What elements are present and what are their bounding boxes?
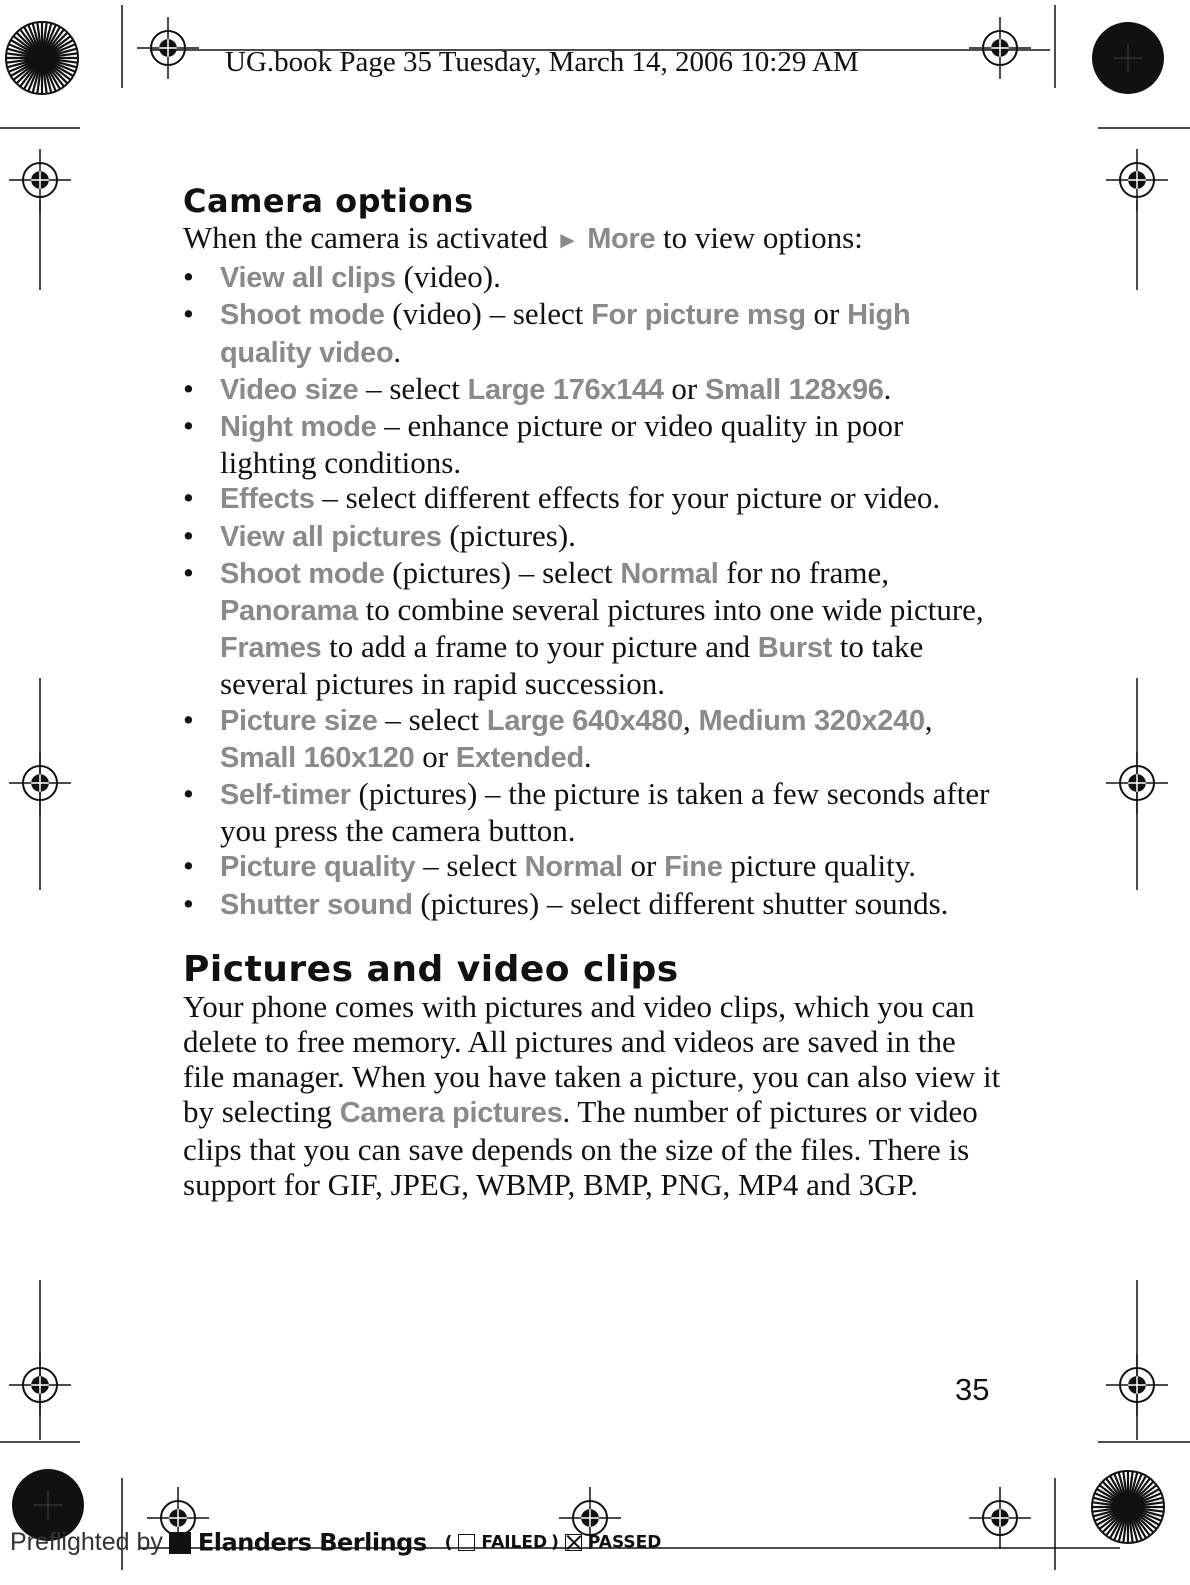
registration-mark-icon bbox=[9, 149, 71, 211]
menu-option-label: Normal bbox=[620, 557, 719, 590]
option-description: – enhance picture or video quality in poor lighting conditions. bbox=[220, 408, 904, 481]
menu-option-label: Extended bbox=[455, 741, 584, 774]
option-description: . bbox=[883, 370, 892, 406]
option-description: (pictures) – select bbox=[384, 554, 621, 590]
menu-option-label: High quality video bbox=[220, 299, 911, 369]
option-description: to take several pictures in rapid succession. bbox=[220, 629, 924, 702]
option-description: to add a frame to your picture and bbox=[321, 629, 758, 665]
registration-mark-icon bbox=[1106, 752, 1168, 814]
pictures-video-clips-body bbox=[183, 989, 1003, 1202]
menu-option-label: Small 128x96 bbox=[705, 373, 884, 406]
body-text-before: Your phone comes with pictures and video clips, which you can delete to free memory. All pictures and videos are saved in the file manager. When you have taken a picture, you can also view it by selecting bbox=[183, 988, 1001, 1130]
menu-option-label: Night mode bbox=[220, 411, 377, 444]
preflighted-by-label: Preflighted by bbox=[10, 1528, 163, 1556]
menu-option-label: Picture quality bbox=[220, 851, 416, 884]
color-starburst-icon bbox=[6, 22, 78, 94]
option-description: (pictures). bbox=[441, 517, 576, 553]
option-description: (pictures) – the picture is taken a few seconds after you press the camera button. bbox=[220, 776, 990, 849]
option-description: – select different effects for your picture or video. bbox=[314, 480, 941, 516]
failed-checkbox-icon bbox=[458, 1534, 475, 1551]
menu-option-label: Fine bbox=[664, 851, 723, 884]
print-slug-header: UG.book Page 35 Tuesday, March 14, 2006 10:29 AM bbox=[225, 46, 859, 78]
elanders-berlings-logo-text: Elanders Berlings bbox=[197, 1528, 427, 1557]
camera-options-intro bbox=[183, 220, 1003, 259]
menu-option-label: View all clips bbox=[220, 262, 396, 295]
camera-option-item bbox=[183, 702, 1003, 776]
option-description: or bbox=[663, 370, 705, 406]
menu-option-label: For picture msg bbox=[591, 299, 806, 332]
camera-option-item bbox=[183, 371, 1003, 408]
camera-pictures-option: Camera pictures bbox=[339, 1097, 563, 1130]
registration-mark-icon bbox=[137, 17, 199, 79]
camera-options-heading: Camera options bbox=[183, 182, 474, 220]
option-description: – select bbox=[415, 848, 525, 884]
menu-option-label: Burst bbox=[757, 632, 833, 665]
option-description: . bbox=[583, 738, 592, 774]
preflight-footer bbox=[10, 1528, 661, 1562]
registration-mark-icon bbox=[969, 1487, 1031, 1549]
registration-mark-icon bbox=[969, 17, 1031, 79]
menu-option-label: Video size bbox=[220, 373, 359, 406]
registration-mark-icon bbox=[9, 752, 71, 814]
menu-option-label: Effects bbox=[220, 483, 315, 516]
menu-option-label: Large 176x144 bbox=[467, 373, 664, 406]
option-description: , bbox=[924, 701, 933, 737]
body-text-after: . The number of pictures or video clips that you can save depends on the size of the files. There is support for GIF, JPEG, WBMP, BMP, PNG, MP4 and 3GP. bbox=[183, 1094, 978, 1202]
camera-option-item bbox=[183, 518, 1003, 555]
option-description: . bbox=[393, 333, 402, 369]
menu-option-label: Self-timer bbox=[220, 779, 351, 812]
camera-option-item bbox=[183, 555, 1003, 702]
menu-option-label: Small 160x120 bbox=[220, 741, 415, 774]
pictures-video-clips-heading: Pictures and video clips bbox=[183, 948, 679, 990]
option-description: (video). bbox=[395, 259, 501, 295]
option-description: to combine several pictures into one wide picture, bbox=[357, 592, 984, 628]
menu-option-label: Normal bbox=[524, 851, 623, 884]
menu-option-label: Large 640x480 bbox=[486, 704, 683, 737]
right-arrow-icon: ► bbox=[555, 228, 580, 254]
menu-option-label: Panorama bbox=[220, 595, 358, 628]
page-content bbox=[183, 182, 1003, 1202]
registration-mark-icon bbox=[1106, 1354, 1168, 1416]
open-paren: ( bbox=[444, 1532, 453, 1553]
elanders-logo-icon bbox=[169, 1532, 191, 1554]
menu-option-label: View all pictures bbox=[220, 520, 442, 553]
intro-text-before: When the camera is activated bbox=[183, 220, 556, 255]
camera-option-item bbox=[183, 259, 1003, 296]
camera-options-list bbox=[183, 259, 1003, 923]
menu-option-label: Frames bbox=[220, 632, 322, 665]
passed-label: PASSED bbox=[587, 1532, 662, 1553]
camera-option-item bbox=[183, 480, 1003, 517]
menu-option-label: Shutter sound bbox=[220, 888, 413, 921]
intro-text-after: to view options: bbox=[655, 220, 863, 255]
registration-mark-icon bbox=[9, 1354, 71, 1416]
option-description: for no frame, bbox=[718, 554, 889, 590]
close-paren: ) bbox=[551, 1532, 559, 1553]
menu-option-label: Medium 320x240 bbox=[698, 704, 925, 737]
option-description: – select bbox=[358, 370, 468, 406]
option-description: or bbox=[622, 848, 665, 884]
option-description: or bbox=[805, 296, 848, 332]
registration-mark-icon bbox=[1106, 149, 1168, 211]
camera-option-item bbox=[183, 408, 1003, 480]
color-starburst-icon bbox=[1092, 1471, 1164, 1543]
menu-option-label: Shoot mode bbox=[220, 557, 385, 590]
menu-option-label: Picture size bbox=[220, 704, 378, 737]
passed-checkbox-icon bbox=[565, 1534, 582, 1551]
option-description: – select bbox=[377, 701, 487, 737]
option-description: , bbox=[682, 701, 699, 737]
menu-option-label: Shoot mode bbox=[220, 299, 385, 332]
camera-option-item bbox=[183, 776, 1003, 848]
camera-option-item bbox=[183, 886, 1003, 923]
failed-label: FAILED bbox=[481, 1532, 548, 1553]
camera-option-item bbox=[183, 848, 1003, 885]
option-description: (pictures) – select different shutter sounds. bbox=[412, 885, 949, 921]
more-option: More bbox=[587, 223, 656, 255]
option-description: picture quality. bbox=[722, 848, 916, 884]
option-description: or bbox=[414, 738, 456, 774]
option-description: (video) – select bbox=[384, 296, 592, 332]
camera-option-item bbox=[183, 296, 1003, 370]
page-number: 35 bbox=[955, 1372, 990, 1407]
